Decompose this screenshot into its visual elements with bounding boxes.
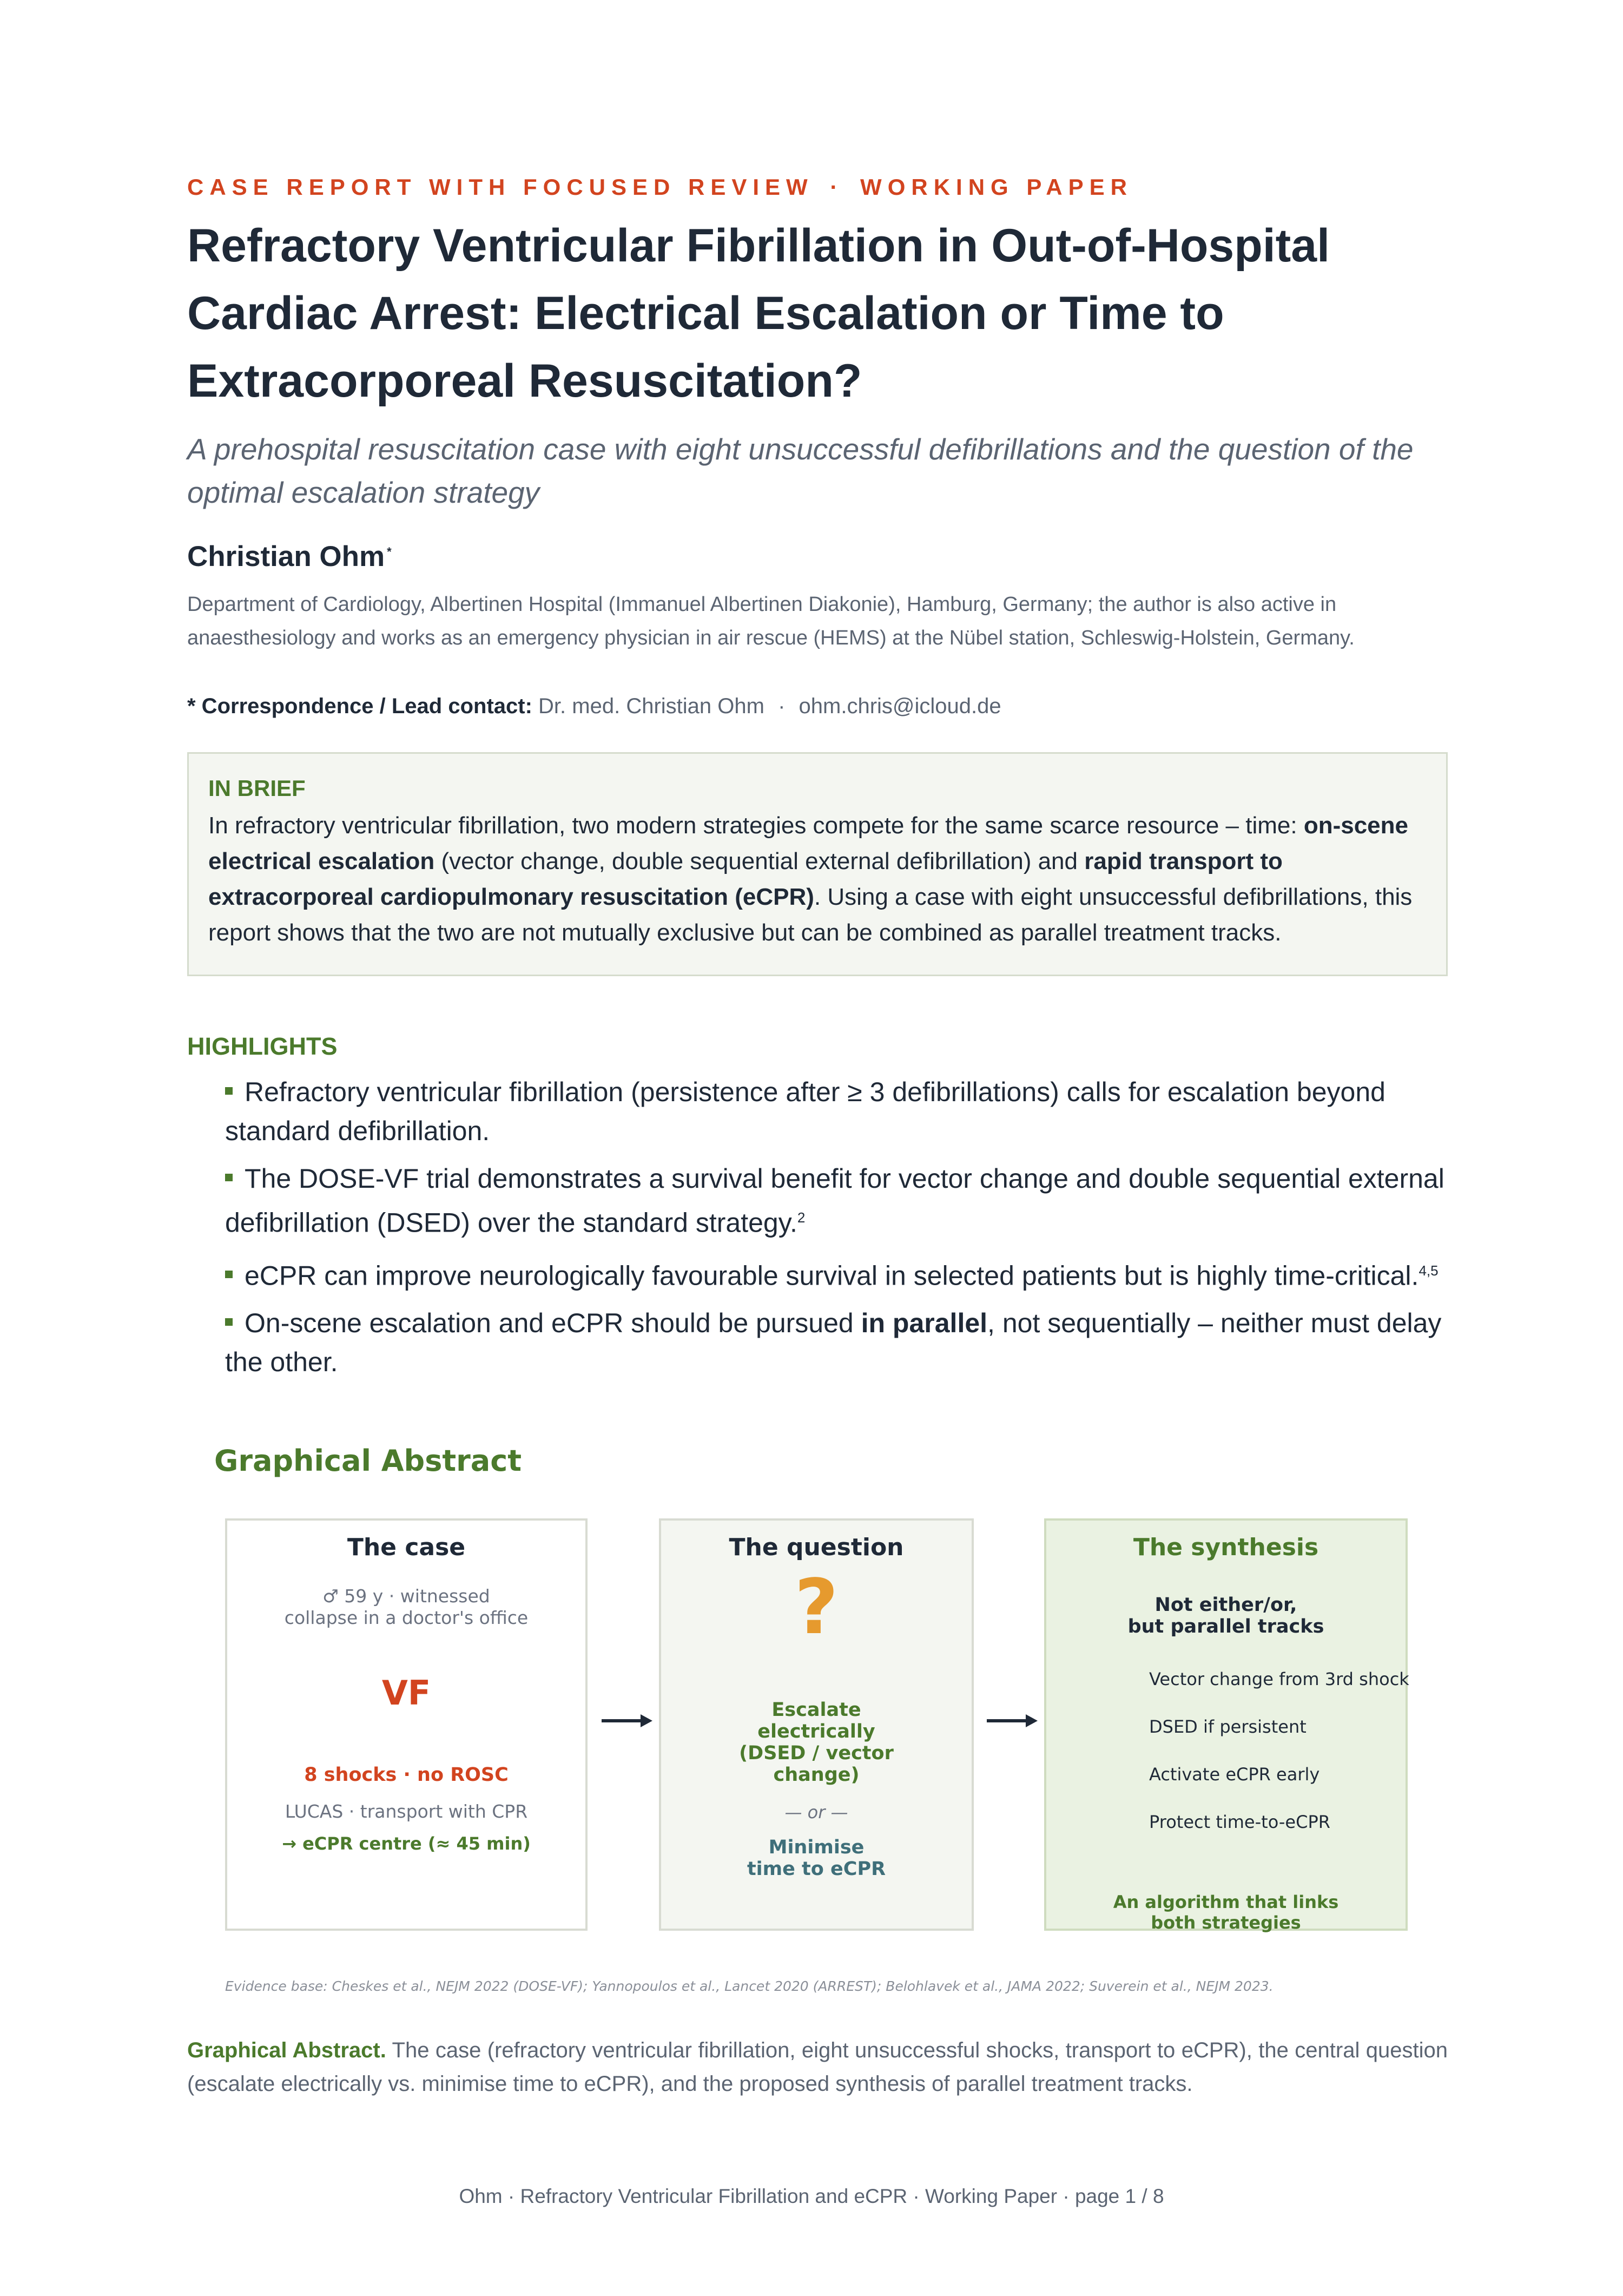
in-brief-part-3: . Using a case with eight unsuccessful defibrillations, this report shows that the two are not mutually exclusive but can be combined as parallel treatment tracks. [208,884,1413,946]
highlight-text-4b: in parallel [861,1308,988,1339]
highlight-item [225,1073,1459,1150]
bullet-square-icon [225,1174,233,1181]
synthesis-item: DSED if persistent [1149,1716,1307,1737]
synthesis-box [1044,1518,1408,1931]
in-brief-heading: IN BRIEF [208,775,306,801]
article-type-kicker [187,174,1133,200]
synthesis-lead [1046,1594,1406,1637]
in-brief-part-2: (vector change, double sequential external defibrillation) and [434,848,1085,874]
in-brief-bold-1: on-scene electrical escalation [208,812,1408,874]
case-box-title: The case [347,1534,466,1561]
synthesis-footer [1046,1892,1406,1933]
author-name: Christian Ohm [187,541,385,573]
question-box-title: The question [729,1534,904,1561]
graphical-abstract-heading: Graphical Abstract [214,1444,522,1478]
question-option-escalate [694,1699,939,1786]
bullet-square-icon [225,1087,233,1095]
synthesis-lead-line-1: Not either/or, [1154,1594,1297,1616]
author-affiliation: Department of Cardiology, Albertinen Hospital (Immanuel Albertinen Diakonie), Hamburg, Germany; the author is also active in anaesthesiology and works as an emergency physician in air rescue (HEMS) at the Nübel station, Schleswig-Holstein, Germany. [187,593,1355,649]
case-patient-line-1: ♂ 59 y · witnessed [322,1586,490,1607]
case-shocks: 8 shocks · no ROSC [304,1764,509,1786]
correspondence-email[interactable]: ohm.chris@icloud.de [799,694,1001,718]
highlights-heading: HIGHLIGHTS [187,1032,338,1060]
caption-label: Graphical Abstract. [187,2038,386,2062]
synthesis-lead-line-2: but parallel tracks [1127,1616,1324,1637]
in-brief-part-1: In refractory ventricular fibrillation, two modern strategies compete for the same scarce resource – time: [208,812,1304,839]
in-brief-box [187,752,1448,976]
author-name-block [187,540,392,573]
paper-title: Refractory Ventricular Fibrillation in Out-of-Hospital Cardiac Arrest: Electrical Escalation or Time to Extracorporeal Resuscitation? [187,220,1330,407]
highlight-ref-3: 4,5 [1419,1262,1439,1279]
case-box [225,1518,588,1931]
evidence-base-note: Evidence base: Cheskes et al., NEJM 2022 (DOSE-VF); Yannopoulos et al., Lancet 2020 (ARREST); Belohlavek et al., JAMA 2022; Suverein et al., NEJM 2023. [225,1978,1274,1994]
case-destination: → eCPR centre (≈ 45 min) [282,1833,531,1854]
paper-subtitle: A prehospital resuscitation case with eight unsuccessful defibrillations and the question of the optimal escalation strategy [187,432,1414,509]
kicker-article-type: CASE REPORT WITH FOCUSED REVIEW [187,174,814,200]
question-option-2-line-1: Minimise [768,1837,865,1858]
kicker-status: WORKING PAPER [860,174,1133,200]
question-option-1-line-2: electrically [757,1721,875,1742]
highlights-list [225,1073,1459,1390]
highlight-item [225,1304,1459,1381]
synthesis-box-title: The synthesis [1133,1534,1319,1561]
question-or-divider: — or — [784,1802,848,1823]
case-transport: LUCAS · transport with CPR [285,1801,528,1822]
question-option-1-line-1: Escalate [771,1699,861,1721]
correspondence-label: * Correspondence / Lead contact: [187,694,532,718]
correspondence-name: Dr. med. Christian Ohm [538,694,764,718]
in-brief-text [208,808,1427,951]
synthesis-item: Vector change from 3rd shock [1149,1669,1409,1689]
correspondence-separator: · [778,694,786,718]
page-footer: Ohm · Refractory Ventricular Fibrillation and eCPR · Working Paper · page 1 / 8 [459,2185,1164,2207]
question-box [659,1518,974,1931]
question-option-1-line-3: (DSED / vector [739,1742,894,1764]
right-arrow-icon [599,1710,654,1732]
correspondence-line [187,694,1001,719]
in-brief-bold-2: rapid transport to extracorporeal cardiopulmonary resuscitation (eCPR) [208,848,1283,910]
bullet-square-icon [225,1318,233,1326]
highlight-item [225,1159,1459,1242]
case-rhythm: VF [381,1673,431,1713]
highlight-text-4a: On-scene escalation and eCPR should be pursued [245,1308,861,1339]
case-patient-info [227,1586,585,1629]
synthesis-item: Activate eCPR early [1149,1764,1320,1785]
synthesis-footer-line-2: both strategies [1151,1912,1301,1933]
highlight-text-3: eCPR can improve neurologically favourable survival in selected patients but is highly time-critical. [245,1260,1419,1291]
question-mark-icon: ? [794,1563,839,1652]
right-arrow-icon [985,1710,1039,1732]
highlight-ref-2: 2 [797,1209,806,1226]
caption-text: The case (refractory ventricular fibrillation, eight unsuccessful shocks, transport to eCPR), the central question (escalate electrically vs. minimise time to eCPR), and the proposed synthesis of parallel treatment tracks. [187,2038,1448,2096]
figure-caption [187,2034,1448,2101]
synthesis-footer-line-1: An algorithm that links [1113,1892,1339,1912]
kicker-separator: · [830,174,844,200]
case-patient-line-2: collapse in a doctor's office [284,1607,529,1628]
highlight-text-2: The DOSE-VF trial demonstrates a survival benefit for vector change and double sequential external defibrillation (DSED) over the standard strategy. [225,1163,1444,1238]
question-option-1-line-4: change) [773,1764,860,1786]
synthesis-item: Protect time-to-eCPR [1149,1812,1330,1832]
highlight-text-1: Refractory ventricular fibrillation (persistence after ≥ 3 defibrillations) calls for escalation beyond standard defibrillation. [225,1077,1386,1146]
author-mark: * [387,545,392,559]
highlight-item [225,1251,1459,1295]
bullet-square-icon [225,1271,233,1278]
highlight-text-4c: , not sequentially – neither must delay the other. [225,1308,1442,1378]
question-option-ecpr [661,1837,972,1880]
question-option-2-line-2: time to eCPR [747,1858,886,1880]
